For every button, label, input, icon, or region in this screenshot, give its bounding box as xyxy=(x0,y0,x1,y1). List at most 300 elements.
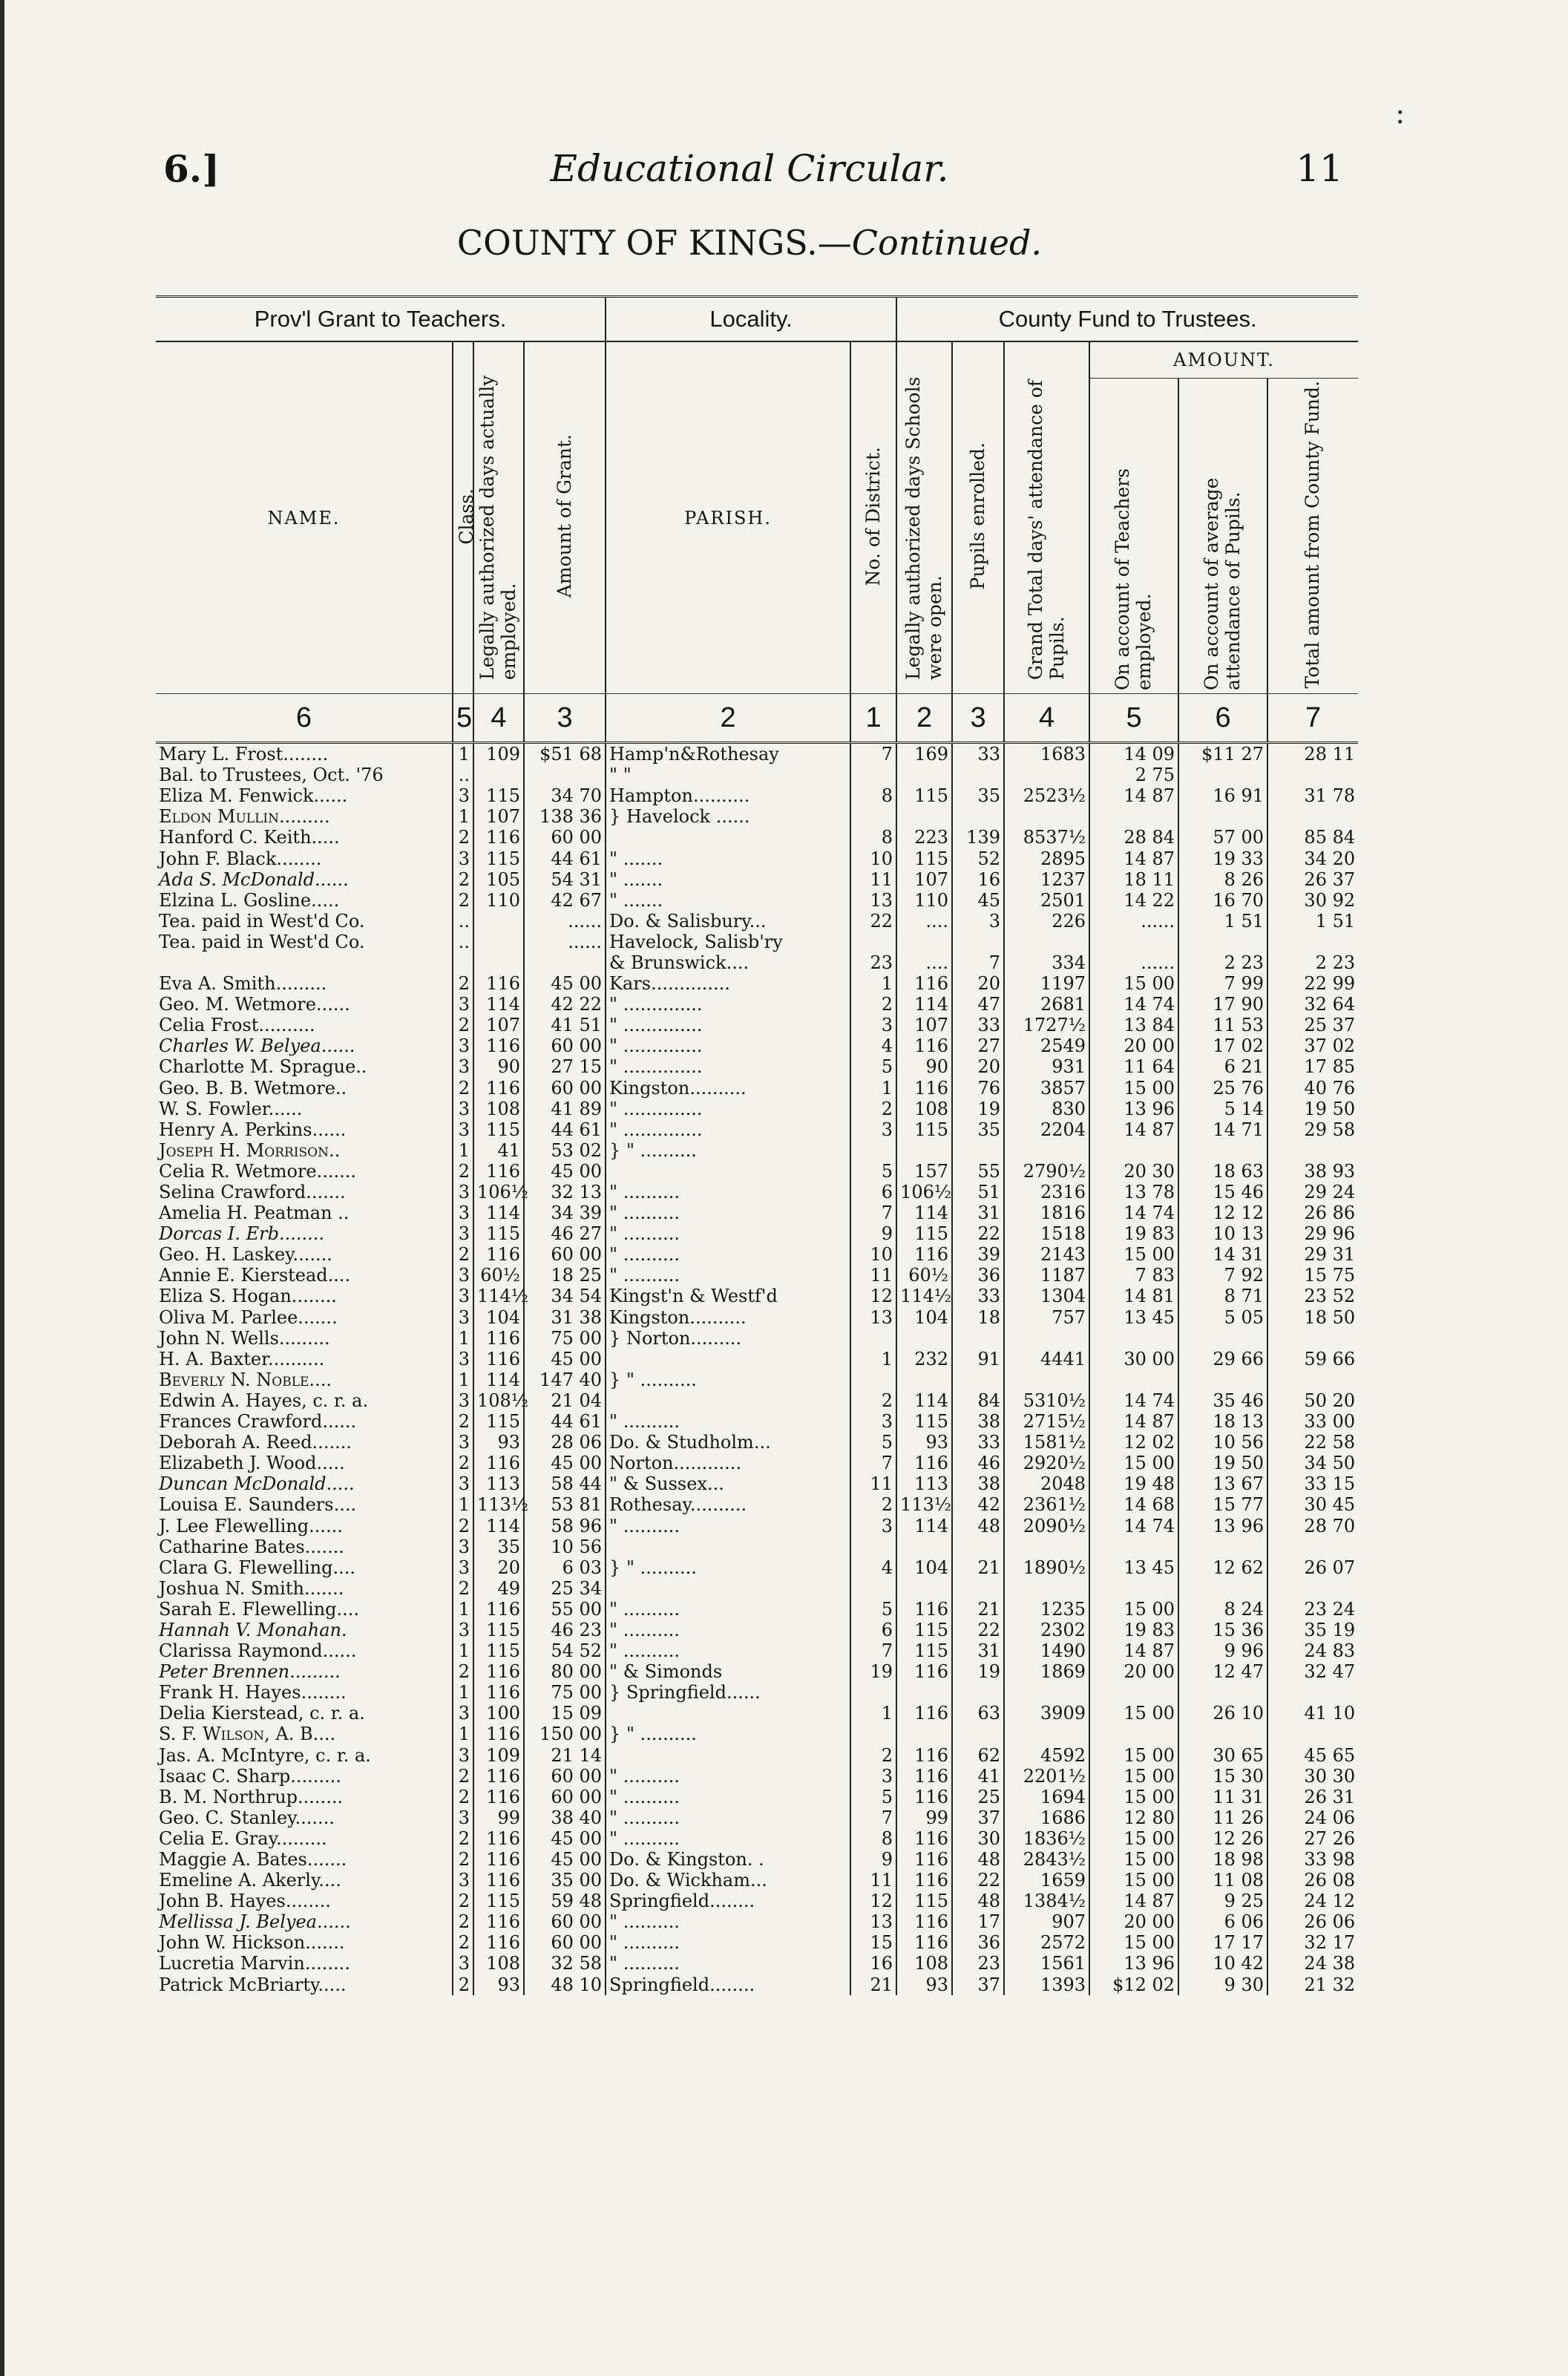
colnum: 6 xyxy=(1178,694,1267,743)
cell-class: 2 xyxy=(453,827,473,848)
cell-avg-amount xyxy=(1178,1578,1267,1599)
cell-attendance: 1235 xyxy=(1004,1599,1089,1620)
cell-teachers-amount: 28 84 xyxy=(1089,827,1178,848)
cell-attendance: 2143 xyxy=(1004,1244,1089,1265)
cell-days-employed: 115 xyxy=(473,1223,524,1244)
cell-days-employed: 107 xyxy=(473,1015,524,1035)
cell-name: Beverly N. Noble.... xyxy=(156,1369,453,1390)
cell-teachers-amount: 15 00 xyxy=(1089,1787,1178,1807)
cell-pupils-enrolled xyxy=(952,1578,1004,1599)
cell-parish: " .............. xyxy=(606,1015,850,1035)
cell-name: Elzina L. Gosline..... xyxy=(156,890,453,911)
cell-name: Frances Crawford...... xyxy=(156,1411,453,1432)
cell-class: 3 xyxy=(453,785,473,806)
cell-teachers-amount: 15 00 xyxy=(1089,973,1178,994)
header-pupils-enrolled: Pupils enrolled. xyxy=(952,341,1004,694)
cell-class: 3 xyxy=(453,1473,473,1494)
table-row xyxy=(156,1244,1358,1265)
cell-pupils-enrolled xyxy=(952,806,1004,827)
cell-attendance: 334 xyxy=(1004,952,1089,973)
cell-name: Eva A. Smith......... xyxy=(156,973,453,994)
cell-district: 2 xyxy=(850,1099,896,1119)
cell-days-employed: 109 xyxy=(473,1745,524,1766)
cell-teachers-amount: 14 87 xyxy=(1089,1119,1178,1140)
cell-amount-grant: 25 34 xyxy=(524,1578,606,1599)
cell-total-amount xyxy=(1267,1682,1358,1703)
cell-amount-grant: 150 00 xyxy=(524,1724,606,1744)
cell-days-open xyxy=(896,1369,952,1390)
cell-avg-amount: 14 71 xyxy=(1178,1119,1267,1140)
cell-class: 3 xyxy=(453,1432,473,1453)
cell-attendance xyxy=(1004,1682,1089,1703)
cell-days-employed: 114 xyxy=(473,994,524,1015)
cell-name: Peter Brennen......... xyxy=(156,1661,453,1682)
cell-name: Maggie A. Bates....... xyxy=(156,1849,453,1870)
cell-teachers-amount: 14 87 xyxy=(1089,1411,1178,1432)
cell-amount-grant: 55 00 xyxy=(524,1599,606,1620)
cell-avg-amount: 12 26 xyxy=(1178,1828,1267,1849)
cell-total-amount: 59 66 xyxy=(1304,1348,1356,1369)
cell-pupils-enrolled: 37 xyxy=(952,1974,1004,1995)
cell-district: 5 xyxy=(850,1432,896,1453)
cell-pupils-enrolled: 33 xyxy=(952,1286,1004,1306)
cell-district: 7 xyxy=(850,1202,896,1223)
page-number-left: 6.] xyxy=(163,147,220,191)
cell-total-amount: 30 30 xyxy=(1304,1765,1356,1787)
cell-total-amount: 28 11 xyxy=(1304,744,1356,765)
cell-parish: Norton............ xyxy=(606,1453,850,1473)
cell-district: 11 xyxy=(850,869,896,890)
cell-class: 2 xyxy=(453,1911,473,1932)
cell-total-amount xyxy=(1267,806,1358,827)
cell-days-open: 99 xyxy=(896,1807,952,1828)
cell-avg-amount: 26 10 xyxy=(1178,1703,1267,1724)
cell-attendance: 1187 xyxy=(1004,1265,1089,1286)
cell-amount-grant: 59 48 xyxy=(524,1891,606,1911)
cell-name: Charles W. Belyea...... xyxy=(156,1035,453,1056)
cell-name: S. F. Wilson, A. B.... xyxy=(156,1724,453,1744)
cell-teachers-amount: 15 00 xyxy=(1089,1766,1178,1787)
cell-amount-grant: 60 00 xyxy=(524,1766,606,1787)
cell-attendance: 830 xyxy=(1004,1099,1089,1119)
cell-total-amount: 23 52 xyxy=(1304,1286,1356,1307)
cell-total-amount: 31 78 xyxy=(1304,785,1356,807)
cell-pupils-enrolled xyxy=(952,1682,1004,1703)
table-row xyxy=(156,1932,1358,1953)
cell-district xyxy=(850,1724,896,1744)
cell-class: 1 xyxy=(453,1640,473,1661)
cell-name: Duncan McDonald..... xyxy=(156,1473,453,1494)
cell-district: 3 xyxy=(850,1411,896,1432)
cell-teachers-amount: 14 74 xyxy=(1089,994,1178,1015)
cell-district: 2 xyxy=(850,1745,896,1766)
cell-days-employed: 107 xyxy=(473,806,524,827)
column-number-row xyxy=(156,694,1358,743)
cell-attendance: 2681 xyxy=(1004,994,1089,1015)
cell-avg-amount: 10 13 xyxy=(1178,1223,1267,1244)
cell-pupils-enrolled: 42 xyxy=(952,1494,1004,1515)
cell-days-open: 93 xyxy=(896,1432,952,1453)
cell-days-employed: 116 xyxy=(473,1035,524,1056)
cell-days-employed: 60½ xyxy=(473,1265,524,1286)
cell-amount-grant: 53 81 xyxy=(524,1494,606,1515)
cell-parish: " .............. xyxy=(606,1099,850,1119)
cell-teachers-amount: 15 00 xyxy=(1089,1078,1178,1099)
cell-total-amount: 24 06 xyxy=(1304,1807,1356,1828)
cell-district: 8 xyxy=(850,785,896,806)
cell-teachers-amount: 12 02 xyxy=(1089,1432,1178,1453)
cell-total-amount xyxy=(1267,1369,1358,1390)
group-locality: Locality. xyxy=(606,297,896,342)
cell-class: 3 xyxy=(453,1620,473,1640)
cell-district: 2 xyxy=(850,1390,896,1411)
cell-days-employed: 115 xyxy=(473,1119,524,1140)
cell-class: 1 xyxy=(453,1682,473,1703)
cell-total-amount: 2 23 xyxy=(1315,952,1356,973)
cell-days-employed: 108½ xyxy=(473,1390,524,1411)
cell-attendance: 2048 xyxy=(1004,1473,1089,1494)
cell-days-open: 114 xyxy=(896,1202,952,1223)
cell-parish: & Brunswick.... xyxy=(606,952,850,973)
table-row xyxy=(156,1161,1358,1182)
cell-teachers-amount xyxy=(1089,1578,1178,1599)
cell-total-amount: 29 96 xyxy=(1304,1223,1356,1245)
cell-attendance: 2843½ xyxy=(1004,1849,1089,1870)
cell-days-employed: 114½ xyxy=(473,1286,524,1306)
table-row xyxy=(156,952,1358,973)
school-returns-table xyxy=(156,295,1358,1995)
cell-days-employed: 114 xyxy=(473,1515,524,1536)
cell-parish xyxy=(606,1578,850,1599)
cell-parish: Springfield........ xyxy=(606,1974,850,1995)
cell-amount-grant: 45 00 xyxy=(524,1849,606,1870)
cell-teachers-amount: 14 81 xyxy=(1089,1286,1178,1306)
cell-avg-amount: 5 05 xyxy=(1178,1307,1267,1328)
cell-district: 5 xyxy=(850,1056,896,1077)
cell-avg-amount: 8 71 xyxy=(1178,1286,1267,1306)
cell-days-employed: 116 xyxy=(473,1078,524,1099)
cell-days-employed: 116 xyxy=(473,1599,524,1620)
cell-amount-grant xyxy=(524,952,606,973)
cell-pupils-enrolled: 63 xyxy=(952,1703,1004,1724)
cell-district xyxy=(850,1140,896,1161)
cell-class: 2 xyxy=(453,1974,473,1995)
cell-class: 2 xyxy=(453,869,473,890)
cell-name: Charlotte M. Sprague.. xyxy=(156,1056,453,1077)
table-row xyxy=(156,1140,1358,1161)
cell-parish: } Norton......... xyxy=(606,1328,850,1349)
cell-days-employed: 115 xyxy=(473,785,524,806)
cell-total-amount: 50 20 xyxy=(1304,1390,1356,1411)
cell-district xyxy=(850,1328,896,1349)
cell-teachers-amount: 13 78 xyxy=(1089,1182,1178,1202)
cell-attendance: 2204 xyxy=(1004,1119,1089,1140)
cell-name: Sarah E. Flewelling.... xyxy=(156,1599,453,1620)
cell-amount-grant: 60 00 xyxy=(524,1911,606,1932)
cell-total-amount: 45 65 xyxy=(1304,1744,1356,1766)
cell-district xyxy=(850,932,896,952)
table-row xyxy=(156,1724,1358,1744)
cell-pupils-enrolled: 91 xyxy=(952,1349,1004,1369)
cell-avg-amount: 12 47 xyxy=(1178,1661,1267,1682)
cell-parish: " " xyxy=(606,765,850,785)
table-row xyxy=(156,1807,1358,1828)
cell-class: 3 xyxy=(453,1745,473,1766)
cell-class: 3 xyxy=(453,1182,473,1202)
cell-parish: } " .......... xyxy=(606,1140,850,1161)
cell-name: Eliza S. Hogan........ xyxy=(156,1286,453,1306)
cell-days-open: 116 xyxy=(896,1244,952,1265)
cell-pupils-enrolled xyxy=(952,932,1004,952)
cell-attendance: 1561 xyxy=(1004,1953,1089,1974)
cell-parish: " .......... xyxy=(606,1911,850,1932)
cell-pupils-enrolled: 16 xyxy=(952,869,1004,890)
cell-teachers-amount: 14 74 xyxy=(1089,1390,1178,1411)
cell-amount-grant xyxy=(524,765,606,785)
header-class: Class. xyxy=(453,341,473,694)
table-row xyxy=(156,1557,1358,1578)
cell-total-amount xyxy=(1267,1724,1358,1744)
cell-name: Joseph H. Morrison.. xyxy=(156,1140,453,1161)
cell-parish: " .......... xyxy=(606,1599,850,1620)
cell-days-open: .... xyxy=(896,911,952,932)
cell-total-amount: 85 84 xyxy=(1304,827,1356,848)
cell-teachers-amount xyxy=(1089,1328,1178,1349)
cell-pupils-enrolled: 20 xyxy=(952,1056,1004,1077)
cell-avg-amount: 12 12 xyxy=(1178,1202,1267,1223)
cell-district: 11 xyxy=(850,1265,896,1286)
cell-name: Celia Frost.......... xyxy=(156,1015,453,1035)
cell-amount-grant: 32 58 xyxy=(524,1953,606,1974)
cell-attendance: 2316 xyxy=(1004,1182,1089,1202)
table-row xyxy=(156,1494,1358,1515)
cell-amount-grant: 6 03 xyxy=(524,1557,606,1578)
cell-teachers-amount: 11 64 xyxy=(1089,1056,1178,1077)
cell-days-open: 114 xyxy=(896,994,952,1015)
cell-days-employed: 116 xyxy=(473,827,524,848)
cell-amount-grant: 54 31 xyxy=(524,869,606,890)
group-prov-grant: Prov'l Grant to Teachers. xyxy=(156,297,606,342)
cell-amount-grant: ...... xyxy=(524,911,606,932)
cell-name: Patrick McBriarty..... xyxy=(156,1974,453,1995)
cell-district: 5 xyxy=(850,1161,896,1182)
cell-name: Ada S. McDonald...... xyxy=(156,869,453,890)
cell-pupils-enrolled: 25 xyxy=(952,1787,1004,1807)
cell-name: Bal. to Trustees, Oct. '76 xyxy=(156,765,453,785)
cell-pupils-enrolled: 18 xyxy=(952,1307,1004,1328)
cell-amount-grant: 41 51 xyxy=(524,1015,606,1035)
cell-attendance xyxy=(1004,1578,1089,1599)
cell-name: Mary L. Frost........ xyxy=(156,743,453,765)
cell-name: Clarissa Raymond...... xyxy=(156,1640,453,1661)
header-total: Total amount from County Fund. xyxy=(1267,379,1358,694)
group-county-fund: County Fund to Trustees. xyxy=(896,297,1358,342)
cell-days-employed: 35 xyxy=(473,1536,524,1557)
cell-teachers-amount: 15 00 xyxy=(1089,1745,1178,1766)
cell-pupils-enrolled: 31 xyxy=(952,1202,1004,1223)
cell-days-open xyxy=(896,806,952,827)
cell-name: Frank H. Hayes........ xyxy=(156,1682,453,1703)
cell-attendance: 8537½ xyxy=(1004,827,1089,848)
cell-class: 2 xyxy=(453,1828,473,1849)
colnum: 4 xyxy=(473,694,524,743)
cell-amount-grant: 34 39 xyxy=(524,1202,606,1223)
cell-teachers-amount: 14 87 xyxy=(1089,785,1178,806)
cell-teachers-amount: 15 00 xyxy=(1089,1599,1178,1620)
cell-name: Henry A. Perkins...... xyxy=(156,1119,453,1140)
cell-days-employed: 99 xyxy=(473,1807,524,1828)
table-row xyxy=(156,1891,1358,1911)
cell-days-open: 115 xyxy=(896,1620,952,1640)
cell-days-open: 116 xyxy=(896,973,952,994)
cell-name: Tea. paid in West'd Co. xyxy=(156,932,453,952)
cell-name: Louisa E. Saunders.... xyxy=(156,1494,453,1515)
cell-days-employed: 41 xyxy=(473,1140,524,1161)
cell-days-open: 157 xyxy=(896,1161,952,1182)
cell-days-open: 169 xyxy=(896,743,952,765)
table-row xyxy=(156,1453,1358,1473)
cell-days-employed: 93 xyxy=(473,1974,524,1995)
cell-class: .. xyxy=(453,932,473,952)
cell-total-amount: 27 26 xyxy=(1304,1827,1356,1849)
cell-amount-grant: 28 06 xyxy=(524,1432,606,1453)
cell-total-amount: 18 50 xyxy=(1304,1306,1356,1328)
cell-total-amount xyxy=(1267,1536,1358,1557)
cell-attendance: 1581½ xyxy=(1004,1432,1089,1453)
cell-name: John W. Hickson....... xyxy=(156,1932,453,1953)
header-avg-attendance: On account of average attendance of Pupils. xyxy=(1178,379,1267,694)
cell-teachers-amount: 15 00 xyxy=(1089,1932,1178,1953)
cell-pupils-enrolled xyxy=(952,1724,1004,1744)
cell-amount-grant: 21 14 xyxy=(524,1745,606,1766)
header-days-open: Legally authorized days Schools were open. xyxy=(896,341,952,694)
cell-avg-amount: 29 66 xyxy=(1178,1349,1267,1369)
cell-pupils-enrolled: 45 xyxy=(952,890,1004,911)
cell-attendance xyxy=(1004,765,1089,785)
cell-total-amount: 38 93 xyxy=(1304,1160,1356,1182)
cell-days-open: 104 xyxy=(896,1557,952,1578)
cell-attendance xyxy=(1004,1369,1089,1390)
cell-pupils-enrolled: 48 xyxy=(952,1849,1004,1870)
cell-name: Isaac C. Sharp......... xyxy=(156,1766,453,1787)
cell-district: 1 xyxy=(850,1078,896,1099)
cell-days-employed: 114 xyxy=(473,1202,524,1223)
cell-amount-grant: $51 68 xyxy=(524,743,606,765)
cell-pupils-enrolled: 55 xyxy=(952,1161,1004,1182)
cell-district: 19 xyxy=(850,1661,896,1682)
cell-amount-grant: 58 96 xyxy=(524,1515,606,1536)
cell-teachers-amount xyxy=(1089,1536,1178,1557)
cell-pupils-enrolled: 35 xyxy=(952,1119,1004,1140)
cell-teachers-amount: 7 83 xyxy=(1089,1265,1178,1286)
cell-total-amount: 19 50 xyxy=(1304,1098,1356,1119)
colnum: 1 xyxy=(850,694,896,743)
cell-days-open: 115 xyxy=(896,1640,952,1661)
cell-pupils-enrolled: 48 xyxy=(952,1891,1004,1911)
table-row xyxy=(156,1515,1358,1536)
cell-name: Deborah A. Reed....... xyxy=(156,1432,453,1453)
cell-class: 2 xyxy=(453,1015,473,1035)
scan-edge xyxy=(0,0,4,2376)
cell-class: 3 xyxy=(453,1703,473,1724)
table-row xyxy=(156,1599,1358,1620)
cell-amount-grant: 58 44 xyxy=(524,1473,606,1494)
cell-attendance xyxy=(1004,1536,1089,1557)
cell-parish: } Havelock ...... xyxy=(606,806,850,827)
cell-avg-amount xyxy=(1178,1140,1267,1161)
cell-name: Delia Kierstead, c. r. a. xyxy=(156,1703,453,1724)
cell-pupils-enrolled xyxy=(952,1328,1004,1349)
cell-teachers-amount: 15 00 xyxy=(1089,1870,1178,1891)
cell-parish: " .......... xyxy=(606,1787,850,1807)
cell-amount-grant: 21 04 xyxy=(524,1390,606,1411)
cell-avg-amount xyxy=(1178,765,1267,785)
colnum: 2 xyxy=(896,694,952,743)
cell-avg-amount: 1 51 xyxy=(1178,911,1267,932)
table-row xyxy=(156,1369,1358,1390)
cell-days-employed: 108 xyxy=(473,1953,524,1974)
cell-days-open: 116 xyxy=(896,1599,952,1620)
cell-total-amount: 32 17 xyxy=(1304,1932,1356,1954)
cell-district xyxy=(850,1578,896,1599)
cell-teachers-amount: 15 00 xyxy=(1089,1828,1178,1849)
cell-pupils-enrolled: 22 xyxy=(952,1620,1004,1640)
cell-attendance: 2090½ xyxy=(1004,1515,1089,1536)
cell-district: 6 xyxy=(850,1182,896,1202)
cell-teachers-amount: 14 74 xyxy=(1089,1202,1178,1223)
cell-amount-grant: 42 22 xyxy=(524,994,606,1015)
cell-district: 8 xyxy=(850,1828,896,1849)
cell-amount-grant: 75 00 xyxy=(524,1682,606,1703)
cell-days-employed: 116 xyxy=(473,973,524,994)
table-row xyxy=(156,932,1358,952)
cell-amount-grant: 35 00 xyxy=(524,1870,606,1891)
cell-parish: " .......... xyxy=(606,1202,850,1223)
cell-name: Catharine Bates....... xyxy=(156,1536,453,1557)
cell-days-open: 110 xyxy=(896,890,952,911)
cell-days-employed: 90 xyxy=(473,1056,524,1077)
header-amount: AMOUNT. xyxy=(1089,341,1358,379)
cell-teachers-amount: 19 83 xyxy=(1089,1223,1178,1244)
cell-attendance: 4441 xyxy=(1004,1349,1089,1369)
cell-name: B. M. Northrup........ xyxy=(156,1787,453,1807)
cell-parish: Kars.............. xyxy=(606,973,850,994)
cell-district xyxy=(850,765,896,785)
cell-pupils-enrolled: 38 xyxy=(952,1473,1004,1494)
cell-district: 13 xyxy=(850,1911,896,1932)
cell-days-employed: 116 xyxy=(473,1849,524,1870)
cell-class: 3 xyxy=(453,1349,473,1369)
cell-parish xyxy=(606,1349,850,1369)
table-row xyxy=(156,1766,1358,1787)
section-title-continued: —Continued. xyxy=(817,223,1043,263)
cell-avg-amount: 6 06 xyxy=(1178,1911,1267,1932)
cell-parish xyxy=(606,1703,850,1724)
cell-days-open: 115 xyxy=(896,1119,952,1140)
cell-amount-grant: 44 61 xyxy=(524,1411,606,1432)
cell-district: 7 xyxy=(850,1807,896,1828)
cell-class: 3 xyxy=(453,1056,473,1077)
cell-name: Eldon Mullin......... xyxy=(156,806,453,827)
cell-district: 13 xyxy=(850,890,896,911)
cell-days-open: 116 xyxy=(896,1745,952,1766)
table-row xyxy=(156,1056,1358,1077)
cell-teachers-amount: 14 68 xyxy=(1089,1494,1178,1515)
cell-days-employed: 116 xyxy=(473,1766,524,1787)
cell-name: Amelia H. Peatman .. xyxy=(156,1202,453,1223)
cell-amount-grant: 34 54 xyxy=(524,1286,606,1306)
cell-avg-amount: 10 42 xyxy=(1178,1953,1267,1974)
